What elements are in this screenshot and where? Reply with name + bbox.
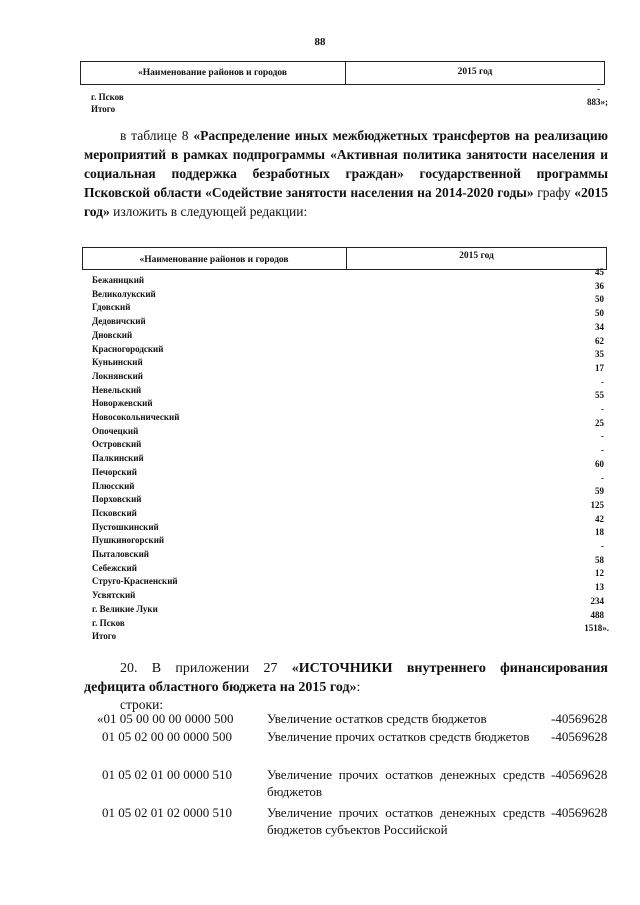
district-name: Печорский	[92, 466, 137, 477]
district-value: 18	[595, 527, 604, 538]
district-value: 12	[595, 568, 604, 579]
district-name: Струго-Красненский	[92, 576, 178, 587]
main-table-total-value: 1518».	[584, 623, 609, 634]
district-value: 35	[595, 349, 604, 360]
source-code: 01 05 02 01 02 0000 510	[102, 805, 232, 820]
main-table-total-label: Итого	[92, 631, 117, 642]
district-name: Дедовичский	[92, 316, 146, 327]
source-description: Увеличение прочих остатков денежных средств бюджетов субъектов Российской	[267, 805, 545, 837]
district-name: Пушкиногорский	[92, 535, 165, 546]
district-name: Пустошкинский	[92, 521, 159, 532]
source-description: Увеличение прочих остатков денежных средств бюджетов	[267, 767, 545, 799]
district-value: 42	[595, 513, 604, 524]
district-name: г. Псков	[92, 617, 125, 628]
top-table-header-name: «Наименование районов и городов	[137, 68, 288, 78]
district-name: Невельский	[92, 384, 142, 395]
district-name: г. Великие Луки	[92, 603, 158, 614]
district-value: 45	[595, 267, 604, 277]
district-value: 34	[595, 321, 604, 332]
paragraph-middle: графу	[533, 185, 575, 200]
district-value: 59	[595, 486, 604, 497]
paragraph-year: «2015 год»	[84, 185, 608, 219]
district-value: 25	[595, 417, 604, 428]
district-name: Дновский	[92, 329, 133, 340]
district-name: Себежский	[92, 562, 137, 573]
district-name: Бежаницкий	[92, 275, 145, 285]
top-table-row-name: г. Псков	[91, 92, 124, 102]
district-name: Порховский	[92, 494, 142, 505]
source-code: 01 05 02 01 00 0000 510	[102, 767, 232, 782]
district-value: 50	[595, 308, 604, 319]
district-name: Плюсский	[92, 480, 135, 491]
top-table	[80, 61, 605, 85]
source-description: Увеличение остатков средств бюджетов	[267, 711, 487, 726]
district-name: Локнянский	[92, 370, 143, 381]
district-value: 55	[595, 390, 604, 401]
lines-label: строки:	[120, 697, 164, 712]
district-value: 36	[595, 280, 604, 291]
district-value: 488	[590, 609, 604, 620]
district-value: -	[601, 431, 604, 442]
main-table-header-year: 2015 год	[459, 251, 494, 261]
district-value: 13	[595, 582, 604, 593]
section20-prefix: 20. В приложении 27	[120, 661, 292, 676]
source-code: 01 05 02 00 00 0000 500	[102, 729, 232, 744]
district-name: Псковский	[92, 507, 137, 518]
source-amount: -40569628	[551, 767, 608, 782]
district-name: Палкинский	[92, 453, 144, 464]
district-value: 58	[595, 554, 604, 565]
district-name: Великолукский	[92, 288, 156, 299]
district-name: Островский	[92, 439, 142, 450]
district-value: 125	[590, 499, 604, 510]
source-description: Увеличение прочих остатков средств бюджетов	[267, 729, 530, 744]
top-table-total-value: 883»;	[587, 97, 608, 107]
district-name: Куньинский	[92, 357, 143, 368]
section20-suffix: :	[356, 680, 361, 695]
district-value: 50	[595, 294, 604, 305]
district-name: Пыталовский	[92, 549, 149, 559]
top-table-header-year: 2015 год	[457, 67, 493, 77]
district-value: -	[601, 541, 604, 551]
page-number: 88	[314, 36, 326, 48]
source-amount: -40569628	[551, 711, 608, 726]
district-name: Усвятский	[92, 590, 136, 601]
paragraph-table8	[84, 126, 608, 221]
top-table-row-value: -	[597, 84, 600, 94]
district-value: -	[601, 445, 604, 456]
district-name: Новоржевский	[92, 398, 153, 409]
district-name: Гдовский	[92, 302, 131, 313]
district-value: 62	[595, 335, 604, 346]
paragraph-section20	[84, 659, 608, 697]
source-code: «01 05 00 00 00 0000 500	[97, 711, 234, 726]
main-table-header-name: «Наименование районов и городов	[139, 255, 289, 265]
source-amount: -40569628	[551, 805, 608, 820]
district-value: -	[601, 472, 604, 483]
district-name: Опочецкий	[92, 425, 139, 436]
district-name: Красногородский	[92, 343, 164, 354]
district-value: 60	[595, 458, 604, 469]
paragraph-prefix: в таблице 8	[120, 128, 194, 143]
district-value: 234	[590, 595, 604, 606]
section20-title: «ИСТОЧНИКИ внутреннего финансирования дефицита областного бюджета на 2015 год»	[84, 661, 608, 695]
district-value: -	[601, 376, 604, 387]
district-value: -	[601, 404, 604, 414]
district-name: Новосокольнический	[92, 412, 180, 422]
top-table-total-label: Итого	[91, 104, 116, 114]
source-amount: -40569628	[551, 729, 608, 744]
paragraph-suffix: изложить в следующей редакции:	[109, 204, 308, 219]
paragraph-title: «Распределение иных межбюджетных трансфертов на реализацию мероприятий в рамках подпрограммы «Активная политика занятости населения и социальная поддержка безработных граждан» государственной программы Псковской области «Содействие занятости населения на 2014-2020 годы»	[84, 128, 608, 200]
district-value: 17	[595, 362, 604, 373]
